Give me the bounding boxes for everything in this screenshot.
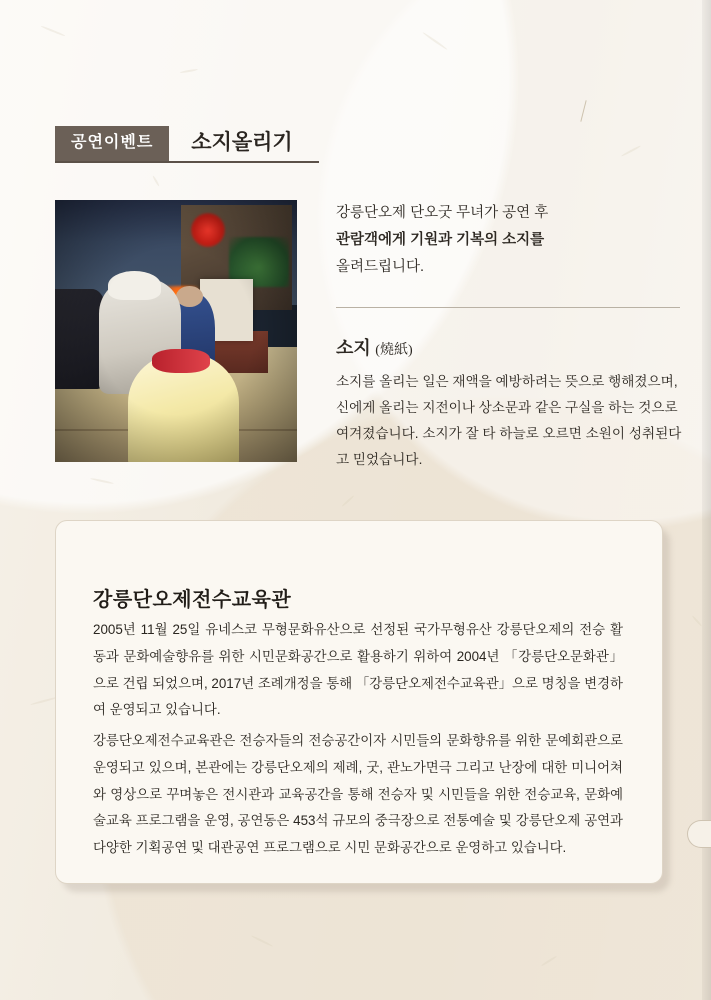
info-card-title: 강릉단오제전수교육관: [93, 589, 292, 611]
lead-line-1: 강릉단오제 단오굿 무녀가 공연 후: [336, 205, 549, 221]
page-edge-notch: [687, 820, 711, 848]
subsection-title-ko: 소지: [336, 338, 371, 358]
lead-line-3: 올려드립니다.: [336, 258, 425, 275]
page-title: 소지올리기: [191, 131, 293, 154]
performance-photo: [55, 200, 297, 462]
lead-line-2: 관람객에게 기원과 기복의 소지를: [336, 231, 545, 248]
subsection-title: [336, 334, 413, 360]
page-edge-shadow: [702, 0, 711, 1000]
category-badge: 공연이벤트: [55, 126, 169, 161]
info-card-paragraph-1: 2005년 11월 25일 유네스코 무형문화유산으로 선정된 국가무형유산 강릉단오제의 전승 활동과 문화예술향유를 위한 시민문화공간으로 활용하기 위하여 2004년 「강릉단오문화관」 으로 건립 되었으며, 2017년 조례개정을 통해 「강릉단오제전수교육관」으로 명칭을 변경하여 운영되고 있습니다.: [93, 622, 623, 718]
info-card-paragraph-2: 강릉단오제전수교육관은 전승자들의 전승공간이자 시민들의 문화향유를 위한 문예회관으로 운영되고 있으며, 본관에는 강릉단오제의 제례, 굿, 관노가면극 그리고 난장에 대한 미니어쳐와 영상으로 꾸며놓은 전시관과 교육공간을 통해 전승자 및 시민들을 위한 전승교육, 문화예술교육 프로그램을 운영, 공연동은 453석 규모의 중극장으로 전통예술 및 강릉단오제 공연과 다양한 기획공연 및 대관공연 프로그램으로 시민 문화공간으로 운영하고 있습니다.: [93, 733, 623, 856]
lead-paragraph: [336, 200, 680, 280]
horizontal-divider: [336, 307, 680, 308]
subsection-body: 소지를 올리는 일은 재액을 예방하려는 뜻으로 행해졌으며, 신에게 올리는 지전이나 상소문과 같은 구실을 하는 것으로 여겨졌습니다. 소지가 잘 타 하늘로 오르면 소원이 성취된다고 믿었습니다.: [336, 374, 682, 468]
section-header: [55, 126, 319, 163]
subsection-title-hanja: (燒紙): [375, 343, 413, 358]
